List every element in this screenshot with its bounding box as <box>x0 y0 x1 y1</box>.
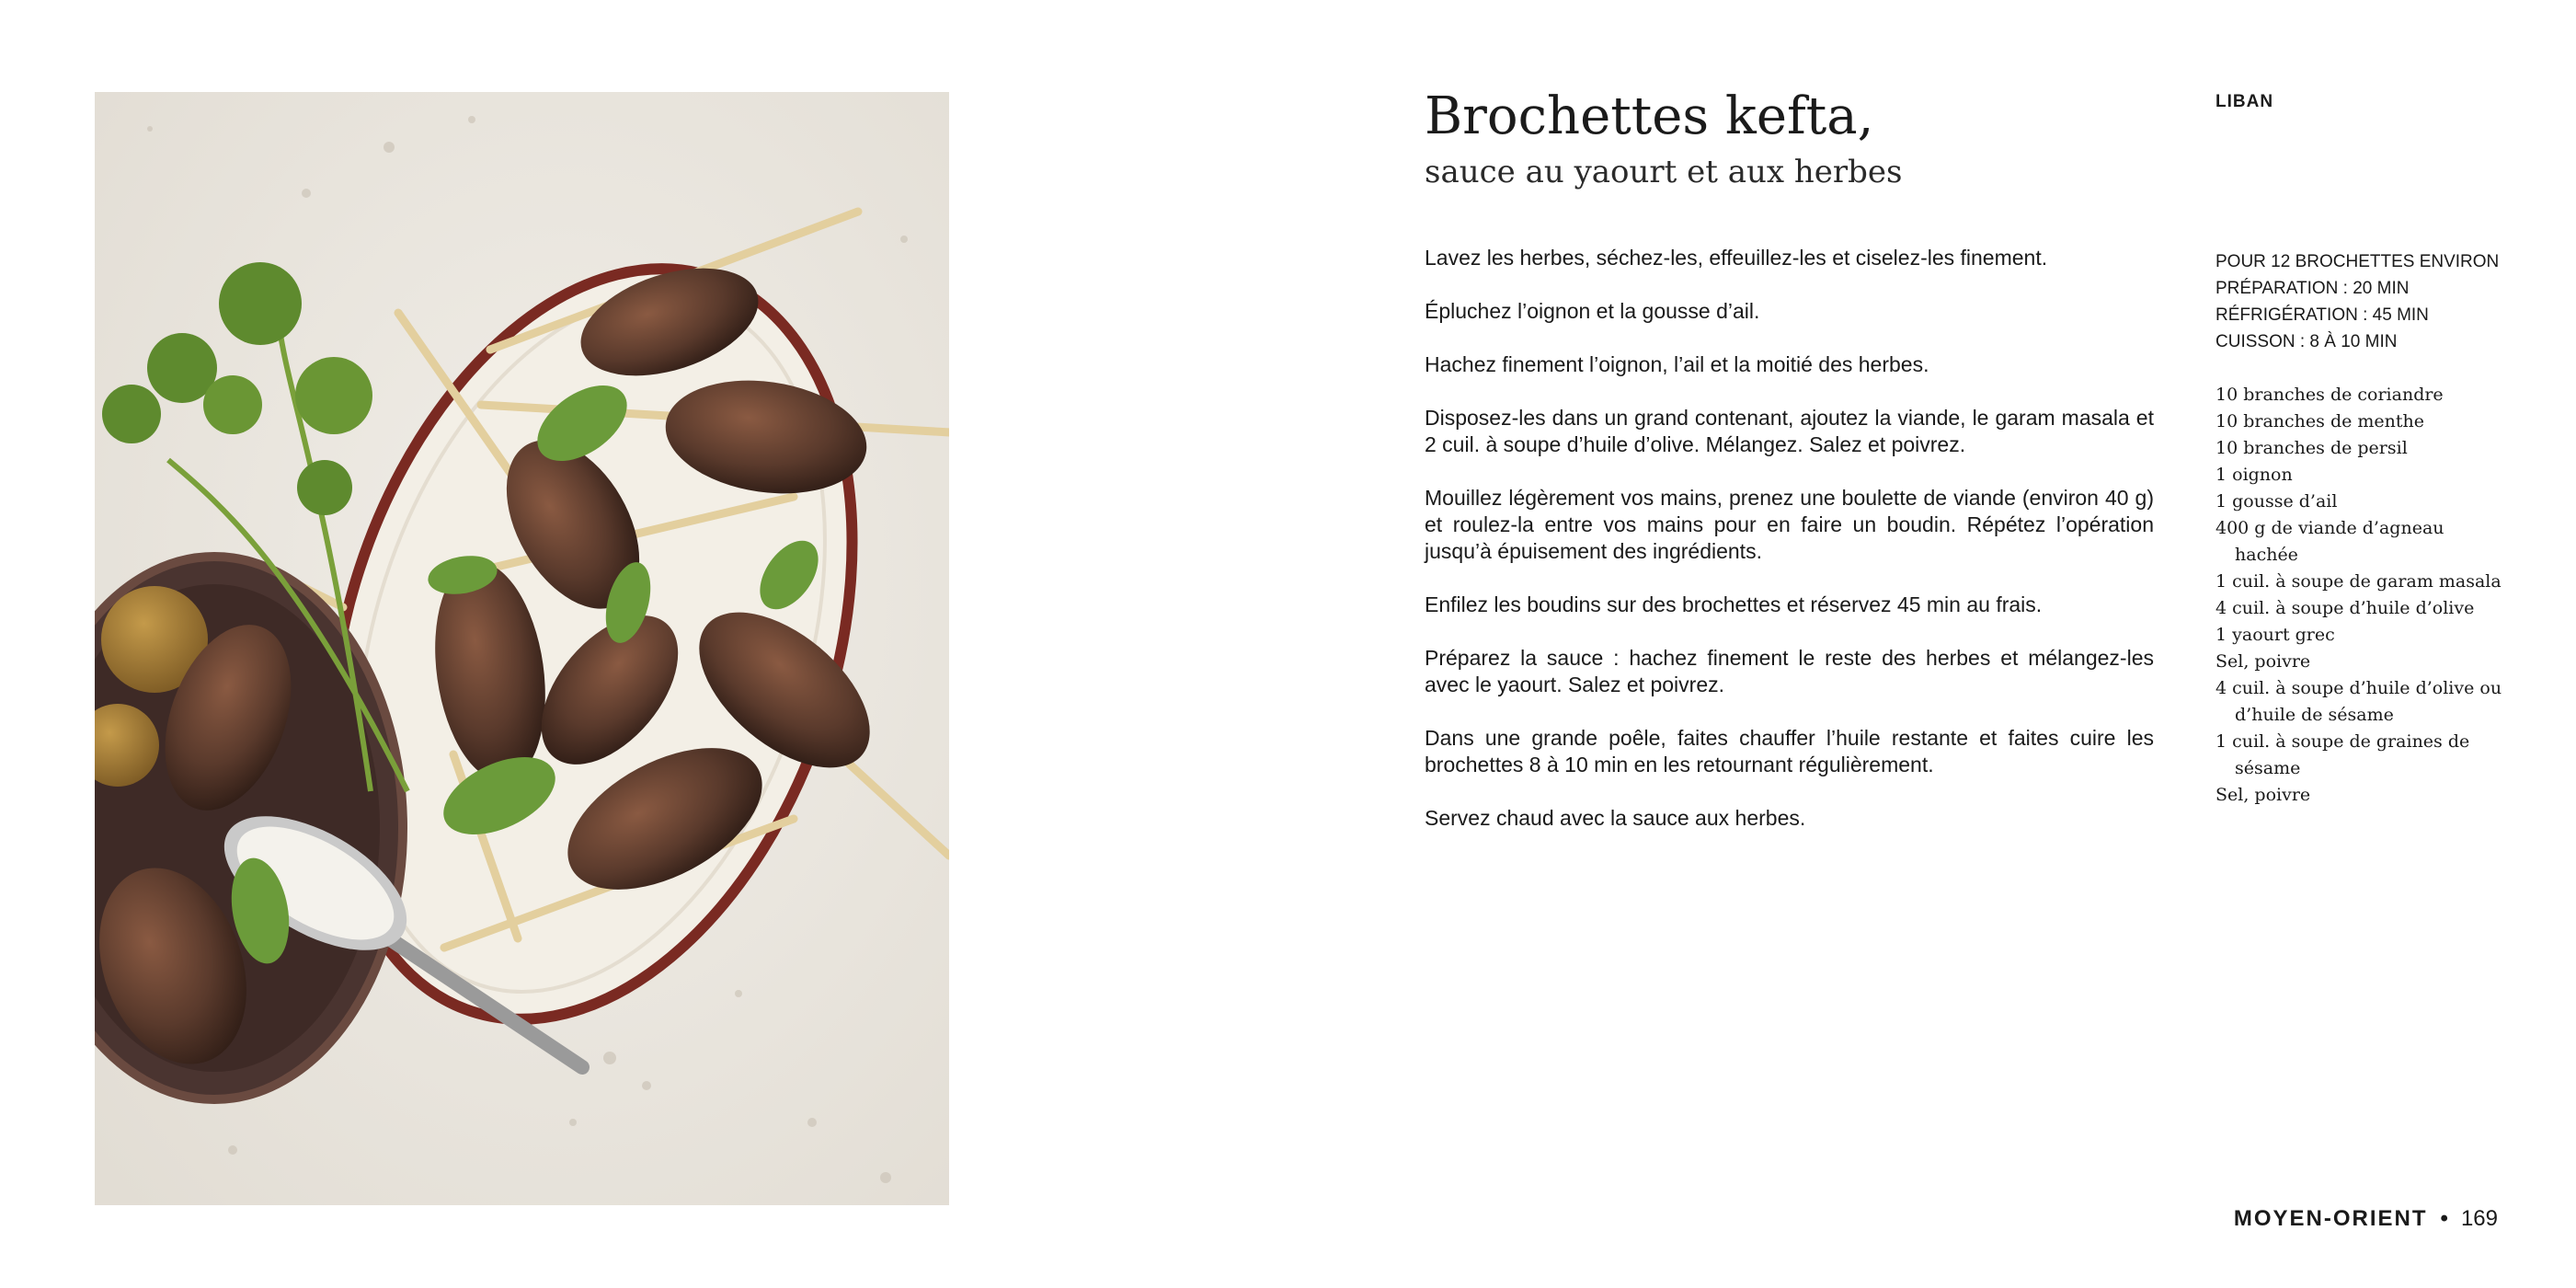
footer-separator: • <box>2440 1206 2448 1231</box>
ingredient-item: 1 yaourt grec <box>2215 625 2335 645</box>
ingredient-item: 1 cuil. à soupe de garam masala <box>2215 571 2502 592</box>
servings: POUR 12 BROCHETTES ENVIRON <box>2215 252 2500 271</box>
recipe-step: Hachez finement l’oignon, l’ail et la moitié des herbes. <box>1425 352 1929 376</box>
ingredient-item: 400 g de viande d’agneau hachée <box>2215 518 2444 565</box>
recipe-step: Enfilez les boudins sur des brochettes et réservez 45 min au frais. <box>1425 592 2043 616</box>
recipe-step: Préparez la sauce : hachez finement le reste des herbes et mélangez-les avec le yaourt. Salez et poivrez. <box>1425 646 2154 696</box>
kefta-skewers-illustration <box>95 92 949 1205</box>
recipe-step: Lavez les herbes, séchez-les, effeuillez-les et ciselez-les finement. <box>1425 246 2048 270</box>
ingredient-item: 10 branches de menthe <box>2215 411 2424 431</box>
prep-time: PRÉPARATION : 20 MIN <box>2215 279 2410 298</box>
ingredient-item: 1 cuil. à soupe de graines de sésame <box>2215 731 2470 778</box>
recipe-step: Épluchez l’oignon et la gousse d’ail. <box>1425 299 1760 323</box>
recipe-step: Disposez-les dans un grand contenant, ajoutez la viande, le garam masala et 2 cuil. à soupe d’huile d’olive. Mélangez. Salez et poivrez. <box>1425 406 2154 456</box>
ingredient-list <box>2215 382 2565 809</box>
recipe-country: LIBAN <box>2215 92 2274 111</box>
ingredient-item: Sel, poivre <box>2215 785 2311 805</box>
recipe-title: Brochettes kefta, <box>1425 86 1874 146</box>
ingredient-item: 4 cuil. à soupe d’huile d’olive ou d’huile de sésame <box>2215 678 2502 725</box>
ingredient-item: 10 branches de coriandre <box>2215 385 2444 405</box>
page-footer <box>2234 1204 2498 1234</box>
recipe-step: Servez chaud avec la sauce aux herbes. <box>1425 806 1806 830</box>
ingredient-item: Sel, poivre <box>2215 651 2311 672</box>
ingredient-item: 1 gousse d’ail <box>2215 491 2338 512</box>
recipe-photo <box>95 92 949 1205</box>
recipe-steps <box>1425 245 2154 858</box>
ingredient-item: 10 branches de persil <box>2215 438 2408 458</box>
cook-time: CUISSON : 8 À 10 MIN <box>2215 332 2398 351</box>
page-number: 169 <box>2460 1206 2498 1231</box>
chill-time: RÉFRIGÉRATION : 45 MIN <box>2215 305 2429 325</box>
ingredient-item: 1 oignon <box>2215 465 2293 485</box>
recipe-subtitle: sauce au yaourt et aux herbes <box>1425 154 1903 190</box>
recipe-step: Dans une grande poêle, faites chauffer l’huile restante et faites cuire les brochettes 8 à 10 min en les retournant régulièrement. <box>1425 726 2154 776</box>
recipe-meta <box>2215 248 2565 355</box>
recipe-step: Mouillez légèrement vos mains, prenez une boulette de viande (environ 40 g) et roulez-la entre vos mains pour en faire un boudin. Répétez l’opération jusqu’à épuisement des ingrédients. <box>1425 486 2154 563</box>
ingredient-item: 4 cuil. à soupe d’huile d’olive <box>2215 598 2475 618</box>
section-name: MOYEN-ORIENT <box>2233 1206 2428 1231</box>
